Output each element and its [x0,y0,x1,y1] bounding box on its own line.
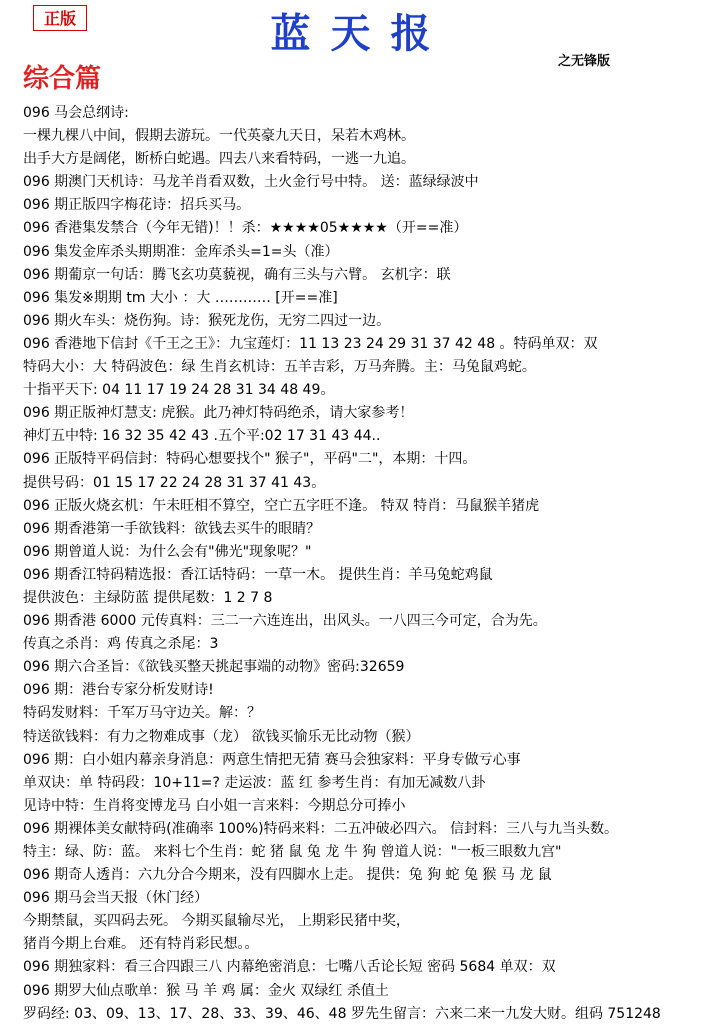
text-line: 096 期曾道人说：为什么会有"佛光"现象呢？" [23,543,312,560]
text-line: 096 期奇人透肖：六九分合今期来，没有四脚水上走。 提供：兔 狗 蛇 兔 猴 马 龙 鼠 [23,867,552,884]
text-line: 096 期六合圣旨：《欲钱买整天挑起事端的动物》密码:32659 [23,659,405,676]
text-line: 096 期罗大仙点歌单：猴 马 羊 鸡 属：金火 双绿红 杀值土 [23,982,389,999]
text-line: 十指平天下: 04 11 17 19 24 28 31 34 48 49。 [23,382,335,399]
text-line: 096 香港集发禁合（今年无错)！！杀：★★★★05★★★★（开==准） [23,220,468,237]
text-line: 单双诀：单 特码段：10+11=? 走运波：蓝 红 参考生肖：有加无减数八卦 [23,774,486,791]
text-line: 096 正版特平码信封：特码心想要找个" 猴子"，平码"二"，本期：十四。 [23,451,477,468]
text-line: 096 期葡京一句话：腾飞玄功莫藐视，确有三头与六臂。 玄机字：联 [23,266,451,283]
text-line: 神灯五中特: 16 32 35 42 43 .五个平:02 17 31 43 44.. [23,428,381,445]
text-line: 096 正版火烧玄机：午未旺相不算空，空亡五字旺不逢。 特双 特肖：马鼠猴羊猪虎 [23,497,540,514]
text-line: 096 香港地下信封《千王之王》：九宝莲灯：11 13 23 24 29 31 37 42 48 。特码单双：双 [23,335,598,352]
text-line: 特码大小：大 特码波色：绿 生肖玄机诗：五羊吉彩，万马奔腾。主：马兔鼠鸡蛇。 [23,359,536,376]
content-lines [23,102,713,1026]
text-line: 罗码经: 03、09、13、17、28、33、39、46、48 罗先生留言：六来二来一九发大财。组码 751248 [23,1005,661,1022]
text-line: 096 期正版四字梅花诗：招兵买马。 [23,197,251,214]
text-line: 096 期香港 6000 元传真料：三二一六连连出，出风头。一八四三今可定，合为先。 [23,613,547,630]
text-line: 096 集发金库杀头期期准：金库杀头=1=头（准） [23,243,339,260]
text-line: 见诗中特：生肖将变博龙马 白小姐一言来料：今期总分可捧小 [23,797,406,814]
text-line: 096 期澳门天机诗：马龙羊肖看双数，土火金行号中特。 送：蓝绿绿波中 [23,174,479,191]
text-line: 提供波色：主绿防蓝 提供尾数：1 2 7 8 [23,589,273,606]
text-line: 096 集发※期期 tm 大小 ：大 ………… [开==准] [23,289,338,306]
text-line: 096 期：白小姐内幕亲身消息：两意生情把无猜 赛马会独家料：平身专做亏心事 [23,751,521,768]
text-line: 096 期马会当天报（休门经） [23,890,209,907]
text-line: 今期禁鼠，买四码去死。 今期买鼠输尽光， 上期彩民猪中奖， [23,913,410,930]
text-line: 提供号码：01 15 17 22 24 28 31 37 41 43。 [23,474,326,491]
text-line: 猪肖今期上台难。 还有特肖彩民想。。 [23,936,259,953]
text-line: 096 期香港第一手欲钱料：欲钱去买牛的眼睛？ [23,520,321,537]
text-line: 096 期裸体美女献特码(准确率 100%)特码来料：二五冲破必四六。 信封料：三八与九当头数。 [23,820,619,837]
text-line: 096 期火车头：烧伤狗。诗：猴死龙伤，无穷二四过一边。 [23,312,391,329]
text-line: 096 期香江特码精选报：香江话特码：一草一木。 提供生肖：羊马兔蛇鸡鼠 [23,566,493,583]
text-line: 特码发财料：千军万马守边关。解：？ [23,705,261,722]
text-line: 096 期：港台专家分析发财诗! [23,682,214,699]
text-line: 传真之杀肖：鸡 传真之杀尾：3 [23,636,219,653]
text-line: 特主：绿、防：蓝。 来料七个生肖：蛇 猪 鼠 兔 龙 牛 狗 曾道人说："一板三眼数九宫" [23,844,562,860]
text-line: 一棵九棵八中间，假期去游玩。一代英豪九天日，呆若木鸡林。 [23,128,415,145]
text-line: 096 期独家料：看三合四跟三八 内幕绝密消息：七嘴八舌论长短 密码 5684 单双：双 [23,959,556,976]
edition-label: 之无锋版 [558,54,611,69]
page-title: 蓝天报 [270,10,451,57]
section-heading: 综合篇 [23,64,102,94]
text-line: 出手大方是阔佬，断桥白蛇遇。四去八来看特码，一逃一九追。 [23,151,415,168]
authentic-badge: 正版 [33,5,87,31]
text-line: 096 马会总纲诗: [23,105,129,121]
text-line: 特送欲钱料：有力之物难成事（龙） 欲钱买愉乐无比动物（猴） [23,728,420,745]
text-line: 096 期正版神灯慧支: 虎猴。此乃神灯特码绝杀，请大家参考！ [23,405,414,422]
